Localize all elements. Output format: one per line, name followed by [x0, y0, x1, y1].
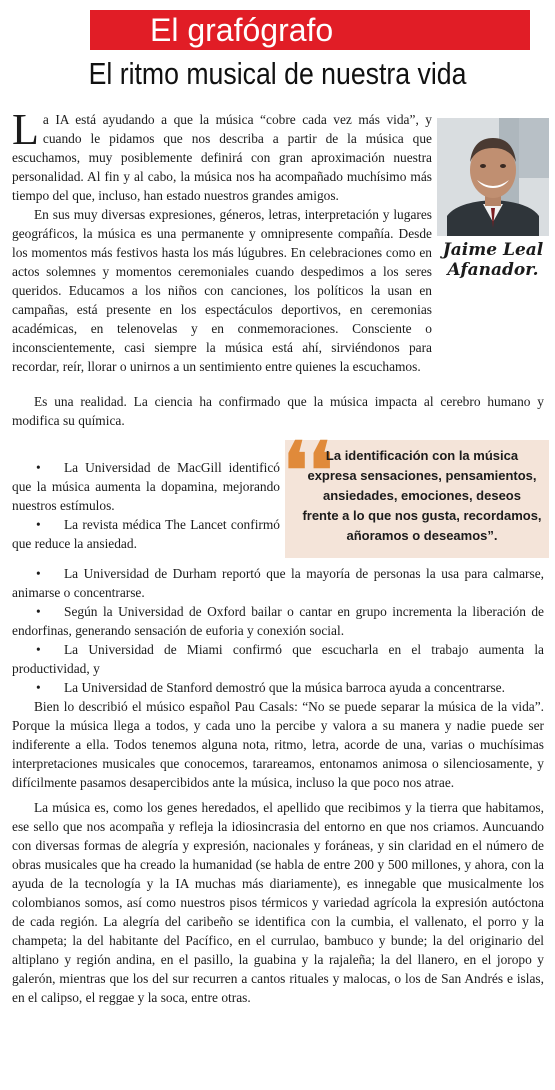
body-paragraph-2: La música es, como los genes heredados, el apellido que recibimos y la tierra que habitamos, ese sello que nos acompaña y refleja la idiosincrasia del entorno en que nos criamos. Auncuando con diversas formas de alegría y expresión, nacionales y foráneas, y sin claridad en el número de obras musicales que ha creado la humanidad (se habla de entre 200 y 500 millones, y ahora, con la ayuda de la tecnología y la IA muchas más diariamente), es innegable que musicalmente los colombianos somos, así como nuestros pisos térmicos y variedad agrícola la expresión autóctona de cada región. La alegría del caribeño se identifica con la cumbia, el vallenato, el porro y la champeta; la del habitante del Pacífico, en el currulao, bambuco y bunde; la del originario del altiplano y región andina, en el pasillo, la guabina y la rajaleña; la del llanero, en el joropo y galerón, mientras que los del sur recurren a cantos rituales y malocas, o los de San Andrés e islas, en el calipso, el reggae y la soca, entre otras.: [12, 800, 544, 1005]
body-paragraph-1: Bien lo describió el músico español Pau Casals: “No se puede separar la música de la vida”. Porque la música llega a todos, y cada uno la percibe y valora a su manera y nadie puede ser indiferente a ella. Todos tenemos alguna nota, ritmo, letra, acorde de una, varias o muchísimas interpretaciones musicales que conocemos, tarareamos, entonamos animosa o silenciosamente, y difícilmente pasamos desapercibidos ante la música, incluso la que poco nos atrae.: [12, 699, 544, 790]
article-title: El ritmo musical de nuestra vida: [88, 56, 467, 91]
bullet-text-1: La Universidad de MacGill identificó que la música aumenta la dopamina, mejorando nuestros estímulos.: [12, 460, 280, 513]
pullquote-text: [300, 446, 544, 546]
bullet-item-5: [12, 640, 544, 678]
bullet-item-6: [12, 678, 544, 697]
quote-mark-icon: ❛❛: [283, 426, 334, 517]
author-name-line2: Afanador.: [447, 260, 539, 280]
bullet-item-2: [12, 515, 280, 553]
bullet-item-3: [12, 564, 544, 602]
bullet-dot: •: [36, 680, 41, 695]
bullet-dot: •: [36, 460, 41, 475]
intro-paragraph-1-text: a IA está ayudando a que la música “cobre cada vez más vida”, y cuando le pidamos que nos describa a partir de la música que escuchamos, muy posiblemente definirá con gran aproximación nuestra personalidad. Al fin y al cabo, la música nos ha acompañado muchísimo más tiempo del que, incluso, han estado nuestros grandes amigos.: [12, 112, 432, 203]
pullquote-line: expresa sensaciones, pensamientos,: [307, 468, 537, 483]
intro-paragraphs: [12, 105, 432, 376]
bullet-dot: •: [36, 517, 41, 532]
intro-paragraph-1: [12, 105, 432, 205]
bullet-text-6: La Universidad de Stanford demostró que la música barroca ayuda a concentrarse.: [64, 680, 505, 695]
author-name-line1: Jaime Leal: [442, 240, 544, 260]
pullquote-line: añoramos o deseamos”.: [346, 528, 498, 543]
intro-paragraph-3: Es una realidad. La ciencia ha confirmado que la música impacta al cerebro humano y modifica su química.: [12, 394, 544, 428]
section-label: El grafógrafo: [150, 12, 334, 48]
bullets-narrow: [12, 458, 280, 553]
bullet-text-2: La revista médica The Lancet confirmó que reduce la ansiedad.: [12, 517, 280, 551]
pullquote-line: ansiedades, emociones, deseos: [323, 488, 521, 503]
author-photo: [437, 118, 549, 236]
bullet-dot: •: [36, 642, 41, 657]
author-portrait-image: [437, 118, 549, 236]
section-banner: [90, 10, 530, 50]
bullet-item-1: [12, 458, 280, 515]
drop-cap: L: [12, 105, 39, 154]
bullet-text-4: Según la Universidad de Oxford bailar o cantar en grupo incrementa la liberación de endorfinas, generando sensación de euforia y conexión social.: [12, 604, 544, 638]
bullet-item-4: [12, 602, 544, 640]
bullet-text-3: La Universidad de Durham reportó que la mayoría de personas la usa para calmarse, animarse o concentrarse.: [12, 566, 544, 600]
bullet-text-5: La Universidad de Miami confirmó que escucharla en el trabajo aumenta la productividad, y: [12, 642, 544, 676]
pullquote-line: frente a lo que nos gusta, recordamos,: [302, 508, 542, 523]
bullet-dot: •: [36, 566, 41, 581]
author-name: [437, 240, 549, 280]
bullets-wide: [12, 564, 544, 1007]
intro-paragraph-3-block: [12, 392, 544, 430]
pullquote-line: La identificación con la música: [325, 448, 519, 463]
bullet-dot: •: [36, 604, 41, 619]
intro-paragraph-2: En sus muy diversas expresiones, géneros, letras, interpretación y lugares geográficos, la música es una permanente y omnipresente compañía. Desde los momentos más festivos hasta los más lúgubres. En celebraciones como en actos solemnes y momentos ceremoniales cuando despedimos a los seres queridos. Educamos a los niños con canciones, los políticos la usan en campañas, está presente en los espectáculos deportivos, en ceremonias académicas, en telenovelas y en conmemoraciones. Consciente o inconscientemente, casi siempre la música está ahí, sirviéndonos para recordar, reír, llorar o unirnos a un sentimiento entre quienes la escuchamos.: [12, 207, 432, 374]
